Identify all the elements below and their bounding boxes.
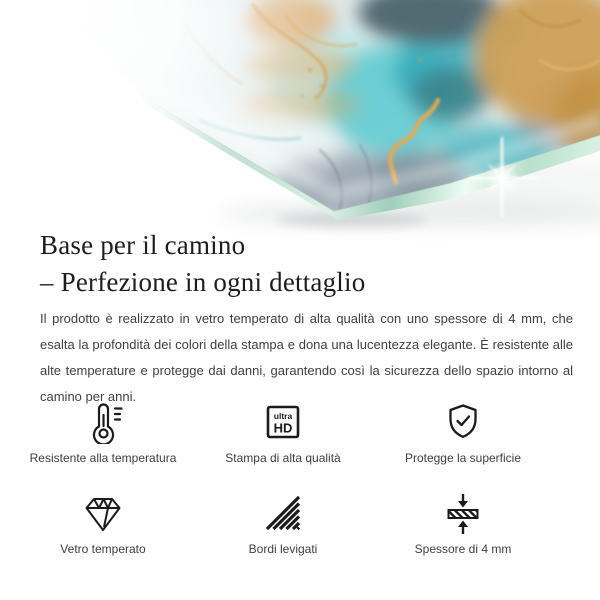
feature-surface-protection xyxy=(373,399,553,466)
feature-label: Resistente alla temperatura xyxy=(29,451,177,465)
thermometer-icon xyxy=(81,400,125,444)
feature-label: Spessore di 4 mm xyxy=(414,542,512,556)
feature-label: Bordi levigati xyxy=(248,542,318,556)
feature-temperature-resistant xyxy=(13,399,193,466)
svg-text:HD: HD xyxy=(273,420,293,436)
ultra-hd-icon xyxy=(261,400,305,444)
thickness-press-icon xyxy=(441,491,485,535)
shield-check-icon xyxy=(441,400,485,444)
diamond-icon xyxy=(81,491,125,535)
feature-label: Protegge la superficie xyxy=(404,451,522,465)
product-description: Il prodotto è realizzato in vetro temperato di alta qualità con uno spessore di 4 mm, che esalta la profondità dei colori della stampa e dona una lucentezza elegante. È resistente alle alte temperature e protegge dai danni, garantendo così la sicurezza dello spazio intorno al camino per anni. xyxy=(40,311,573,404)
product-title-line2: – Perfezione in ogni dettaglio xyxy=(40,267,366,297)
feature-tempered-glass xyxy=(13,490,193,557)
feature-polished-edges xyxy=(193,490,373,557)
polished-edges-icon xyxy=(261,491,305,535)
feature-label: Stampa di alta qualità xyxy=(225,451,341,465)
feature-grid xyxy=(13,399,553,557)
product-photo xyxy=(0,0,600,245)
svg-text:ultra: ultra xyxy=(273,411,293,421)
feature-label: Vetro temperato xyxy=(60,542,146,556)
feature-thickness xyxy=(373,490,553,557)
feature-print-quality xyxy=(193,399,373,466)
product-title xyxy=(40,227,365,301)
product-title-line1: Base per il camino xyxy=(40,230,246,260)
